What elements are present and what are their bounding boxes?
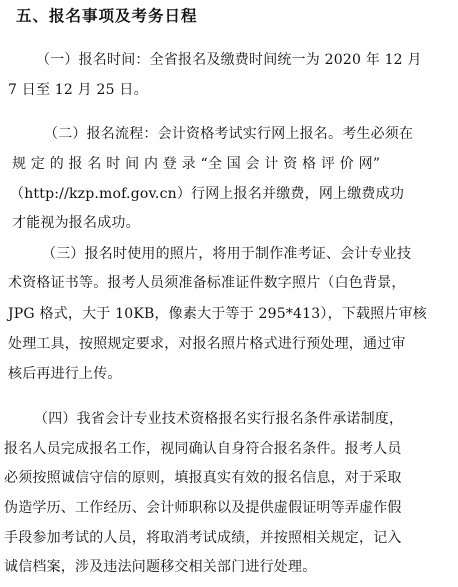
paragraph-3-line-3: JPG 格式，大于 10KB，像素大于等于 295*413），下载照片审核: [8, 306, 427, 322]
section-title: 五、报名事项及考务日程: [16, 7, 198, 25]
paragraph-4-line-2: 报名人员完成报名工作，视同确认自身符合报名条件。报考人员: [4, 441, 402, 457]
paragraph-4-line-6: 诚信档案，涉及违法问题移交相关部门进行处理。: [4, 559, 317, 575]
paragraph-2-line-3: （http://kzp.mof.gov.cn）行网上报名并缴费，网上缴费成功: [10, 186, 405, 202]
paragraph-4-line-3: 必须按照诚信守信的原则，填报真实有效的报名信息，对于采取: [4, 470, 402, 486]
paragraph-2-line-1: （二）报名流程：会计资格考试实行网上报名。考生必须在: [44, 126, 414, 142]
paragraph-3-line-5: 核后再进行上传。: [8, 366, 122, 382]
paragraph-3-line-2: 术资格证书等。报考人员须准备标准证件数字照片（白色背景，: [8, 275, 406, 291]
paragraph-4-line-4: 伪造学历、工作经历、会计师职称以及提供虚假证明等弄虚作假: [4, 500, 402, 516]
paragraph-2-line-2: 规 定 的 报 名 时 间 内 登 录 “全 国 会 计 资 格 评 价 网”: [12, 156, 381, 172]
paragraph-1-line-2: 7 日至 12 月 25 日。: [8, 82, 148, 98]
paragraph-4-line-5: 手段参加考试的人员，将取消考试成绩，并按照相关规定，记入: [4, 530, 402, 546]
paragraph-3-line-1: （三）报名时使用的照片，将用于制作准考证、会计专业技: [42, 246, 412, 262]
paragraph-2-line-4: 才能视为报名成功。: [12, 215, 140, 231]
paragraph-4-line-1: （四）我省会计专业技术资格报名实行报名条件承诺制度，: [34, 411, 404, 427]
paragraph-1-line-1: （一）报名时间：全省报名及缴费时间统一为 2020 年 12 月: [36, 52, 422, 68]
paragraph-3-line-4: 处理工具，按照规定要求，对报名照片格式进行预处理，通过审: [8, 336, 406, 352]
